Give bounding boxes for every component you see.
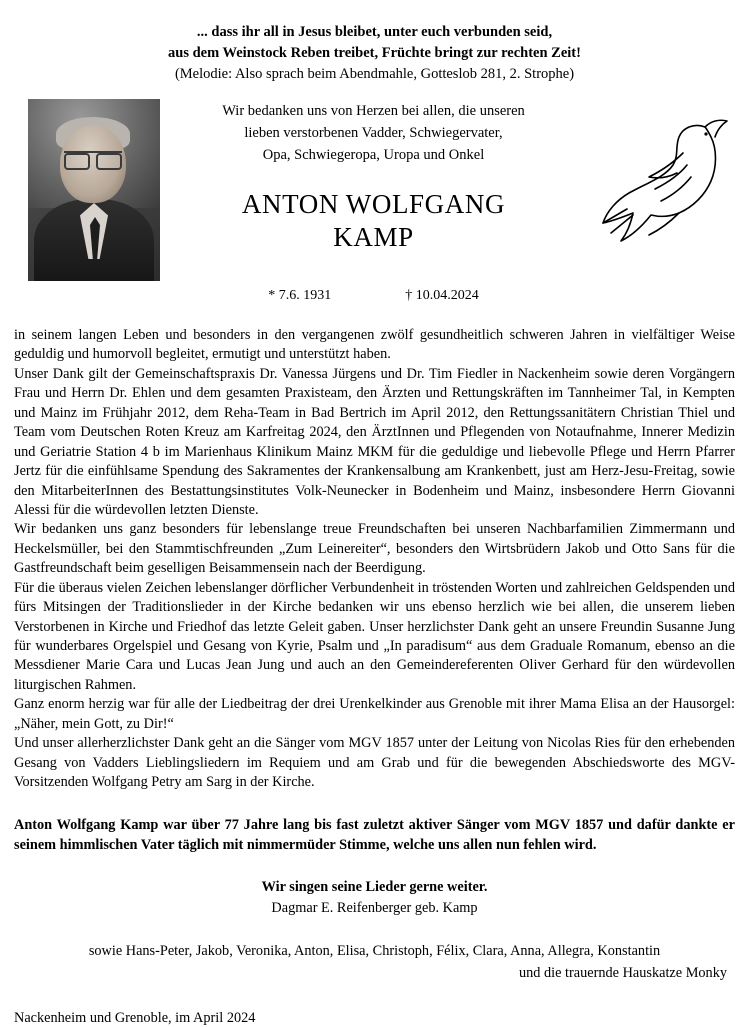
thanks-intro [166,101,581,166]
dove-illustration-wrap [587,99,735,268]
verse-block [14,22,735,85]
portrait-photo-wrap [28,99,160,281]
deceased-name-line-1: ANTON WOLFGANG [241,189,506,220]
header-section [14,99,735,314]
place-and-date: Nackenheim und Grenoble, im April 2024 [14,1010,256,1027]
sing-line: Wir singen seine Lieder gerne weiter. [261,878,488,895]
thanks-intro-line-3: Opa, Schwiegeropa, Uropa und Onkel [262,146,485,163]
dove-icon [587,113,735,263]
verse-line-1: ... dass ihr all in Jesus bleibet, unter euch verbunden seid, [196,24,553,40]
body-text [14,326,735,793]
paragraph-3: Wir bedanken uns ganz besonders für lebenslange treue Freundschaften bei unseren Nachbarfamilien Zimmermann und Heckelsmüller, bei den Stammtischfreunden „Zum Leinereiter“, besonders den Wirtsbrüdern Jakob und Otto Sans für die Gastfreundschaft beim geselligen Beisammensein nach der Beerdigung. [14,521,735,577]
paragraph-1: in seinem langen Leben und besonders in den vergangenen zwölf gesundheitlich schweren Jahren in vielfältiger Weise geduldig und humorvoll begleitet, ermutigt und unterstützt haben. [14,327,735,363]
header-text-block [160,99,587,304]
signature: Dagmar E. Reifenberger geb. Kamp [271,900,478,917]
paragraph-2: Unser Dank gilt der Gemeinschaftspraxis Dr. Vanessa Jürgens und Dr. Tim Fiedler in Nackenheim sowie deren Vorgängern Frau und Herrn Dr. Ehlen und dem gesamten Praxisteam, den Ärzten und Rettungskräften im Tannheimer Tal, in Kempten und Mainz im Frühjahr 2012, dem Reha-Team in Bad Bertrich im April 2012, den Rettungssanitätern Christian Thiel und Team vom Deutschen Roten Kreuz am Karfreitag 2024, den ÄrztInnen und Pflegenden von Notaufnahme, Innerer Medizin und Geriatrie Station 4 b im Marienhaus Klinikum Mainz MKM für die geduldige und liebevolle Pflege und Herrn Pfarrer Jertz für die einfühlsame Spendung des Sakramentes der Krankensalbung am Krankenbett, just am Herz-Jesu-Freitag, sowie den MitarbeiterInnen des Bestattungsinstitutes Volk-Neunecker in Bodenheim und Mainz, insbesondere Herrn Giovanni Alessi für die würdevollen letzten Dienste. [14,365,735,518]
deceased-name-line-2: KAMP [333,222,414,253]
thanks-intro-line-1: Wir bedanken uns von Herzen bei allen, die unseren [222,103,525,120]
paragraph-6: Und unser allerherzlichster Dank geht an die Sänger vom MGV 1857 unter der Leitung von Nicolas Ries für den erhebenden Gesang von Vadders Lieblingsliedern im Requiem und am Grab und für die bewegenden Abschiedsworte des MGV-Vorsitzenden Wolfgang Petry am Sarg in der Kirche. [14,735,735,791]
verse-melody-note: (Melodie: Also sprach beim Abendmahle, Gotteslob 281, 2. Strophe) [174,66,575,83]
paragraph-5: Ganz enorm herzig war für alle der Liedbeitrag der drei Urenkelkinder aus Grenoble mit ihrer Mama Elisa an der Hausorgel: „Näher, mein Gott, zu Dir!“ [14,696,735,732]
deceased-name [166,188,581,254]
family-cat: und die trauernde Hauskatze Monky [518,964,727,981]
verse-line-2: aus dem Weinstock Reben treibet, Früchte bringt zur rechten Zeit! [168,45,581,62]
closing-statement: Anton Wolfgang Kamp war über 77 Jahre lang bis fast zuletzt aktiver Sänger vom MGV 1857 und dafür dankte er seinem himmlischen Vater täglich mit nimmermüder Stimme, welche uns allen nun fehlen wird. [14,816,735,853]
portrait-photo [28,99,160,281]
glasses-icon [64,151,122,167]
death-date: † 10.04.2024 [405,288,479,304]
birth-date: * 7.6. 1931 [268,288,332,304]
paragraph-4: Für die überaus vielen Zeichen lebenslanger dörflicher Verbundenheit in tröstenden Worten und zahlreichen Geldspenden und fürs Mitsingen der Traditionslieder in der Kirche bedanken wir uns ebenso herzlich wie bei allen, die unserem lieben Verstorbenen in Kirche und Friedhof das letzte Geleit gaben. Unser herzlichster Dank geht an unsere Freundin Susanne Jung für wunderbares Orgelspiel und Gesang von Kyrie, Psalm und „In paradisum“ aus dem Graduale Romanum, ebenso an die Messdiener Marie Cara und Lucas Jean Jung und auch an den Gemeindereferenten Oliver Gerhard für den würdevollen liturgischen Rahmen. [14,579,735,693]
family-names: sowie Hans-Peter, Jakob, Veronika, Anton, Elisa, Christoph, Félix, Clara, Anna, Allegra, Konstantin [88,943,661,960]
thanks-intro-line-2: lieben verstorbenen Vadder, Schwiegervater, [244,124,503,141]
family-block [14,941,735,984]
life-dates [166,288,581,304]
sing-block [14,877,735,920]
